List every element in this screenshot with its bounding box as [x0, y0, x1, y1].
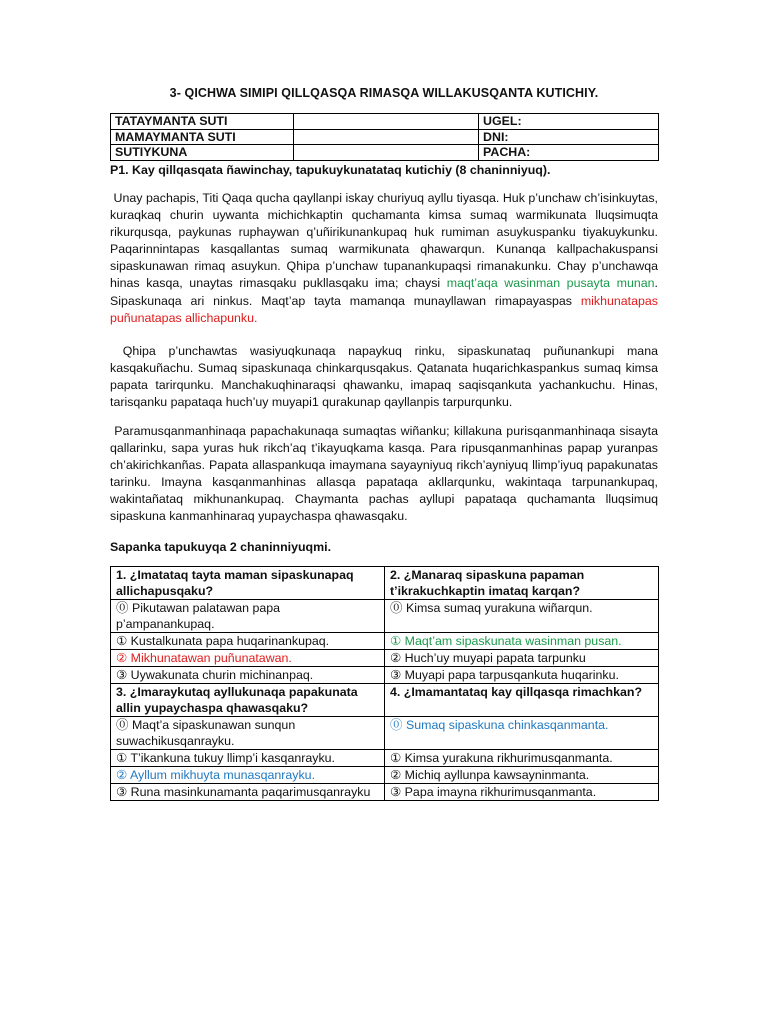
option-row	[111, 667, 659, 684]
option-number-0: ⓪	[116, 600, 129, 615]
option-text: Maqt’am sipaskunata wasinman pusan.	[404, 634, 622, 648]
option-text: Kimsa sumaq yurakuna wiñarqun.	[405, 601, 593, 615]
q3-option-2-answer[interactable]	[111, 767, 385, 784]
q3-option-1[interactable]	[111, 750, 385, 767]
question-3: 3. ¿Imaraykutaq ayllukunaqa papakunata allin yupaychaspa qhawasqaku?	[111, 684, 385, 717]
question-2: 2. ¿Manaraq sipaskuna papaman t’ikrakuchkaptin imataq karqan?	[385, 567, 659, 600]
option-number-1: ①	[116, 750, 128, 765]
q4-option-2[interactable]	[385, 767, 659, 784]
option-number-1: ①	[390, 633, 402, 648]
mother-name-label: MAMAYMANTA SUTI	[111, 129, 294, 145]
option-text: Kustalkunata papa huqarinankupaq.	[130, 634, 330, 648]
father-name-label: TATAYMANTA SUTI	[111, 114, 294, 130]
q2-option-3[interactable]	[385, 667, 659, 684]
q1-option-2-answer[interactable]	[111, 650, 385, 667]
option-row	[111, 717, 659, 750]
q1-option-3[interactable]	[111, 667, 385, 684]
q4-option-3[interactable]	[385, 784, 659, 801]
option-text: Maqt’a sipaskunawan sunqun suwachikusqanrayku.	[116, 718, 296, 748]
info-row	[111, 145, 659, 161]
option-text: Huch’uy muyapi papata tarpunku	[404, 651, 586, 665]
story-paragraph-3	[110, 423, 658, 526]
option-number-0: ⓪	[390, 600, 403, 615]
option-row	[111, 650, 659, 667]
option-row	[111, 750, 659, 767]
option-text: Muyapi papa tarpusqankuta huqarinku.	[404, 668, 619, 682]
q2-option-1-answer[interactable]	[385, 633, 659, 650]
option-number-3: ③	[116, 667, 128, 682]
option-number-3: ③	[390, 784, 402, 799]
question-row	[111, 684, 659, 717]
q1-option-0[interactable]	[111, 600, 385, 633]
paragraph-1-text-a: Unay pachapis, Titi Qaqa qucha qayllanpi iskay churiyuq ayllu tiyasqa. Huk p’unchaw ch’isinkuytas, kuraqkaq churin uywanta michichkaptin quchamanta kimsa sumaq warmikunata lluqsimuqta rikurqusqa, paykunas ruphaywan q’uñirikunankupaq huk rumiman asuykuspanku tiyakuykunku. Paqarinnintapas kasqallantas sumaq warmikunata qhawarqun. Kunanqa kallpachakuspansi sipaskunawan rimaq asuykun. Qhipa p’unchaw tupanankupaqsi rimanakunku. Chay p’unchawqa hinas kasqa, unaytas rimasqaku pukllasqaku ima; chaysi	[110, 191, 658, 291]
student-name-label: SUTIYKUNA	[111, 145, 294, 161]
option-text: Uywakunata churin michinanpaq.	[130, 668, 314, 682]
q2-option-0[interactable]	[385, 600, 659, 633]
option-number-2: ②	[390, 767, 402, 782]
q3-option-0[interactable]	[111, 717, 385, 750]
option-text: Papa imayna rikhurimusqanmanta.	[404, 785, 597, 799]
paragraph-1-red-text: mikhunatapas puñunatapas allichapunku.	[110, 293, 658, 325]
option-number-1: ①	[116, 633, 128, 648]
option-text: T’ikankuna tukuy llimp’i kasqanrayku.	[130, 751, 335, 765]
question-row	[111, 567, 659, 600]
paragraph-1-text-b: . Sipaskunaqa ari ninkus. Maqt’ap tayta mamanqa munayllawan rimapayaspas	[110, 276, 658, 308]
option-row	[111, 784, 659, 801]
ugel-label: UGEL:	[479, 114, 659, 130]
option-number-3: ③	[116, 784, 128, 799]
q2-option-2[interactable]	[385, 650, 659, 667]
student-info-table	[110, 113, 659, 161]
info-row	[111, 114, 659, 130]
q1-option-1[interactable]	[111, 633, 385, 650]
document-title: 3- QICHWA SIMIPI QILLQASQA RIMASQA WILLAKUSQANTA KUTICHIY.	[169, 86, 599, 100]
story-paragraph-2	[110, 343, 658, 411]
option-number-2: ②	[116, 650, 128, 665]
option-row	[111, 633, 659, 650]
instruction-p1: P1. Kay qillqasqata ñawinchay, tapukuykunatataq kutichiy (8 chaninniyuq).	[110, 163, 551, 177]
option-number-0: ⓪	[116, 717, 129, 732]
questions-table	[110, 566, 659, 801]
paragraph-2-text: Qhipa p’unchawtas wasiyuqkunaqa napaykuq rinku, sipaskunataq puñunankupi mana kasqakuñachu. Sumaq sipaskunaqa chinkarqusqakus. Qatanata huqarichkaspankus sumaq kimsa papata tarirqunku. Manchakuqhinaraqsi qhawanku, imapaq saqisqankuta yachankuchu. Hinas, tarisqanku papataqa huch’uy muyapi1 qurakunap qayllanpis tarpurqunku.	[110, 344, 658, 410]
date-label: PACHA:	[479, 145, 659, 161]
question-4: 4. ¿Imamantataq kay qillqasqa rimachkan?	[385, 684, 659, 717]
father-name-field[interactable]	[293, 114, 479, 130]
option-text: Sumaq sipaskuna chinkasqanmanta.	[405, 718, 609, 732]
student-name-field[interactable]	[293, 145, 479, 161]
option-text: Kimsa yurakuna rikhurimusqanmanta.	[404, 751, 613, 765]
option-number-1: ①	[390, 750, 402, 765]
dni-label: DNI:	[479, 129, 659, 145]
option-text: Mikhunatawan puñunatawan.	[130, 651, 292, 665]
option-number-0: ⓪	[390, 717, 403, 732]
option-text: Ayllum mikhuyta munasqanrayku.	[129, 768, 316, 782]
q3-option-3[interactable]	[111, 784, 385, 801]
option-number-2: ②	[390, 650, 402, 665]
q4-option-1[interactable]	[385, 750, 659, 767]
story-paragraph-1	[110, 190, 658, 327]
paragraph-1-green-text: maqt’aqa wasinman pusayta munan	[446, 276, 655, 291]
option-text: Runa masinkunamanta paqarimusqanrayku	[130, 785, 371, 799]
question-1: 1. ¿Imatataq tayta maman sipaskunapaq allichapusqaku?	[111, 567, 385, 600]
paragraph-3-text: Paramusqanmanhinaqa papachakunaqa sumaqtas wiñanku; killakuna purisqanmanhinaqa sisayta qallarinku, sapa yuras huk rikch’aq t’ikayuqkama kasqa. Para ripusqanmanhinas papap yuranpas ch’akirichkanñas. Papata allaspankuqa imaymana sayayniyuq rikch’ayniyuq llimp’iyuq papakunatas tarinku. Imayna kasqanmanhinas allasqa papataqa akllarqunku, wakintaqa tarpunankupaq, wakintañataq mikhunankupaq. Chaymanta pachas ayllupi papataqa quchamanta lluqsimuq sipaskuna kanmanhinaraq yupaychaspa qhawasqaku.	[110, 424, 658, 524]
option-number-2: ②	[116, 767, 128, 782]
info-row	[111, 129, 659, 145]
option-text: Pikutawan palatawan papa p’ampanankupaq.	[116, 601, 281, 631]
q4-option-0-answer[interactable]	[385, 717, 659, 750]
mother-name-field[interactable]	[293, 129, 479, 145]
option-number-3: ③	[390, 667, 402, 682]
scoring-note: Sapanka tapukuyqa 2 chaninniyuqmi.	[110, 540, 332, 554]
option-row	[111, 600, 659, 633]
option-row	[111, 767, 659, 784]
option-text: Michiq ayllunpa kawsayninmanta.	[404, 768, 590, 782]
